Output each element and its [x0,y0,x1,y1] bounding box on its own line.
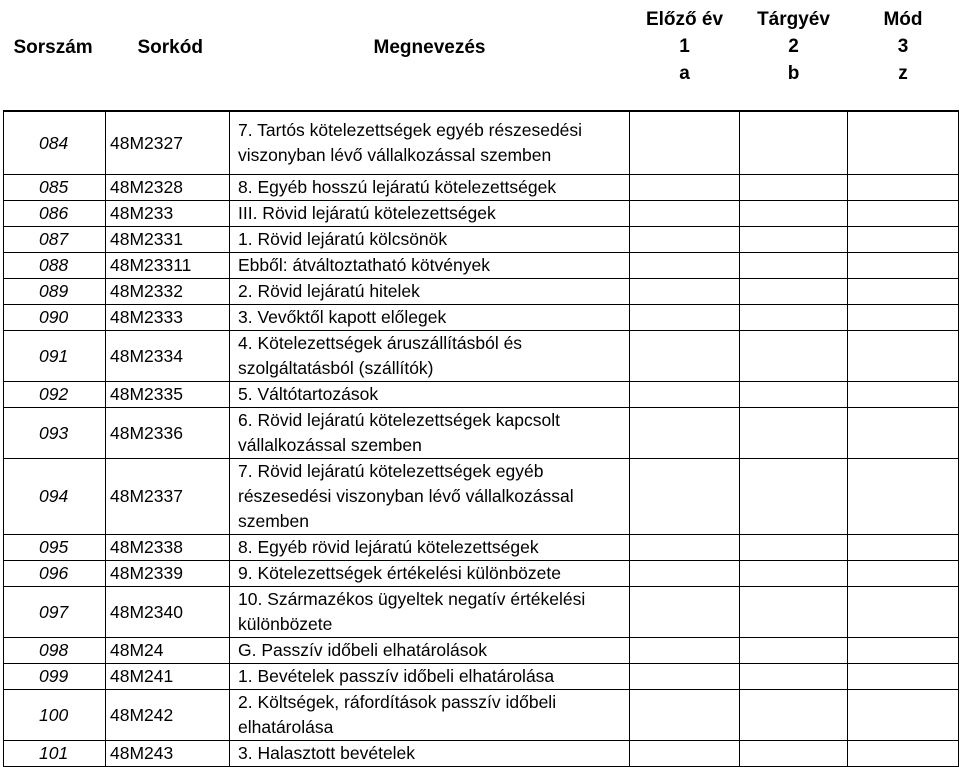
value-cell-b[interactable] [740,331,848,382]
value-cell-z[interactable] [848,111,959,175]
header-col-a-letter: a [679,63,690,84]
row-number: 101 [4,741,106,767]
value-cell-z[interactable] [848,305,959,331]
row-number: 091 [4,331,106,382]
value-cell-z[interactable] [848,253,959,279]
row-code: 48M242 [106,690,230,741]
row-name: 7. Rövid lejáratú kötelezettségek egyéb részesedési viszonyban lévő vállalkozással szemben [230,459,630,535]
table-row [4,227,959,253]
value-cell-b[interactable] [740,175,848,201]
row-name: Ebből: átváltoztatható kötvények [230,253,630,279]
value-cell-z[interactable] [848,227,959,253]
row-code: 48M2328 [106,175,230,201]
value-cell-a[interactable] [630,535,740,561]
value-cell-a[interactable] [630,331,740,382]
row-code: 48M2327 [106,111,230,175]
row-name: 5. Váltótartozások [230,382,630,408]
row-name: 2. Rövid lejáratú hitelek [230,279,630,305]
value-cell-z[interactable] [848,587,959,638]
table-row [4,279,959,305]
value-cell-z[interactable] [848,741,959,767]
value-cell-z[interactable] [848,201,959,227]
row-name: 1. Bevételek passzív időbeli elhatárolása [230,664,630,690]
value-cell-z[interactable] [848,664,959,690]
row-number: 090 [4,305,106,331]
value-cell-a[interactable] [630,382,740,408]
row-code: 48M233 [106,201,230,227]
row-name: 4. Kötelezettségek áruszállításból és szolgáltatásból (szállítók) [230,331,630,382]
row-code: 48M2332 [106,279,230,305]
row-number: 087 [4,227,106,253]
value-cell-a[interactable] [630,459,740,535]
value-cell-a[interactable] [630,111,740,175]
value-cell-a[interactable] [630,587,740,638]
header-sorkod: Sorkód [137,36,203,58]
value-cell-z[interactable] [848,408,959,459]
value-cell-z[interactable] [848,459,959,535]
value-cell-z[interactable] [848,535,959,561]
value-cell-a[interactable] [630,253,740,279]
header-col-b-label: Tárgyév [757,9,830,30]
row-name: 1. Rövid lejáratú kölcsönök [230,227,630,253]
table-row [4,201,959,227]
row-code: 48M2338 [106,535,230,561]
row-number: 092 [4,382,106,408]
value-cell-b[interactable] [740,382,848,408]
table-row [4,741,959,767]
table-row [4,561,959,587]
value-cell-z[interactable] [848,561,959,587]
row-code: 48M2336 [106,408,230,459]
value-cell-b[interactable] [740,638,848,664]
table-header [4,6,959,88]
row-name: 3. Halasztott bevételek [230,741,630,767]
row-code: 48M24 [106,638,230,664]
table-row [4,305,959,331]
header-col-z-label: Mód [883,9,923,30]
value-cell-b[interactable] [740,253,848,279]
row-name: 7. Tartós kötelezettségek egyéb részesedési viszonyban lévő vállalkozással szemben [230,111,630,175]
header-col-b-letter: b [787,63,800,84]
value-cell-b[interactable] [740,664,848,690]
table-row [4,638,959,664]
row-code: 48M243 [106,741,230,767]
header-spacer [4,88,959,111]
row-code: 48M2335 [106,382,230,408]
row-name: 2. Költségek, ráfordítások passzív időbeli elhatárolása [230,690,630,741]
value-cell-b[interactable] [740,227,848,253]
row-name: 6. Rövid lejáratú kötelezettségek kapcsolt vállalkozással szemben [230,408,630,459]
table-row [4,690,959,741]
value-cell-a[interactable] [630,175,740,201]
value-cell-a[interactable] [630,279,740,305]
row-number: 100 [4,690,106,741]
table-row [4,535,959,561]
row-code: 48M2340 [106,587,230,638]
row-name: 10. Származékos ügyeltek negatív értékelési különbözete [230,587,630,638]
row-name: G. Passzív időbeli elhatárolások [230,638,630,664]
value-cell-z[interactable] [848,690,959,741]
row-number: 089 [4,279,106,305]
balance-sheet-table [3,6,959,767]
row-number: 085 [4,175,106,201]
value-cell-b[interactable] [740,535,848,561]
row-name: 8. Egyéb hosszú lejáratú kötelezettségek [230,175,630,201]
header-col-a-num: 1 [679,36,690,57]
table-row [4,175,959,201]
value-cell-z[interactable] [848,331,959,382]
value-cell-b[interactable] [740,111,848,175]
value-cell-z[interactable] [848,382,959,408]
value-cell-b[interactable] [740,459,848,535]
row-code: 48M23311 [106,253,230,279]
value-cell-z[interactable] [848,638,959,664]
table-row [4,587,959,638]
row-name: 8. Egyéb rövid lejáratú kötelezettségek [230,535,630,561]
row-code: 48M2333 [106,305,230,331]
table-row [4,664,959,690]
value-cell-b[interactable] [740,690,848,741]
table-row [4,111,959,175]
value-cell-b[interactable] [740,305,848,331]
header-col-z-letter: z [898,63,908,84]
value-cell-b[interactable] [740,279,848,305]
row-code: 48M2339 [106,561,230,587]
value-cell-b[interactable] [740,201,848,227]
header-col-z-num: 3 [897,36,909,57]
row-name: 9. Kötelezettségek értékelési különbözete [230,561,630,587]
row-number: 093 [4,408,106,459]
header-sorszam: Sorszám [13,36,93,58]
table-row [4,331,959,382]
row-code: 48M2331 [106,227,230,253]
table-row [4,459,959,535]
value-cell-b[interactable] [740,587,848,638]
row-number: 084 [4,111,106,175]
value-cell-a[interactable] [630,638,740,664]
row-number: 098 [4,638,106,664]
value-cell-b[interactable] [740,408,848,459]
row-number: 097 [4,587,106,638]
row-number: 094 [4,459,106,535]
value-cell-a[interactable] [630,561,740,587]
value-cell-a[interactable] [630,664,740,690]
table-row [4,382,959,408]
value-cell-b[interactable] [740,561,848,587]
value-cell-a[interactable] [630,201,740,227]
row-number: 096 [4,561,106,587]
row-number: 086 [4,201,106,227]
row-number: 095 [4,535,106,561]
value-cell-z[interactable] [848,175,959,201]
table-row [4,253,959,279]
row-number: 088 [4,253,106,279]
value-cell-a[interactable] [630,305,740,331]
row-code: 48M2337 [106,459,230,535]
value-cell-a[interactable] [630,741,740,767]
value-cell-a[interactable] [630,690,740,741]
value-cell-z[interactable] [848,279,959,305]
row-name: 3. Vevőktől kapott előlegek [230,305,630,331]
row-code: 48M241 [106,664,230,690]
value-cell-a[interactable] [630,408,740,459]
value-cell-a[interactable] [630,227,740,253]
value-cell-b[interactable] [740,741,848,767]
row-number: 099 [4,664,106,690]
row-name: III. Rövid lejáratú kötelezettségek [230,201,630,227]
row-code: 48M2334 [106,331,230,382]
table-row [4,408,959,459]
header-megnevezes: Megnevezés [373,36,486,58]
header-col-a-label: Előző év [645,9,724,30]
header-col-b-num: 2 [788,36,799,57]
